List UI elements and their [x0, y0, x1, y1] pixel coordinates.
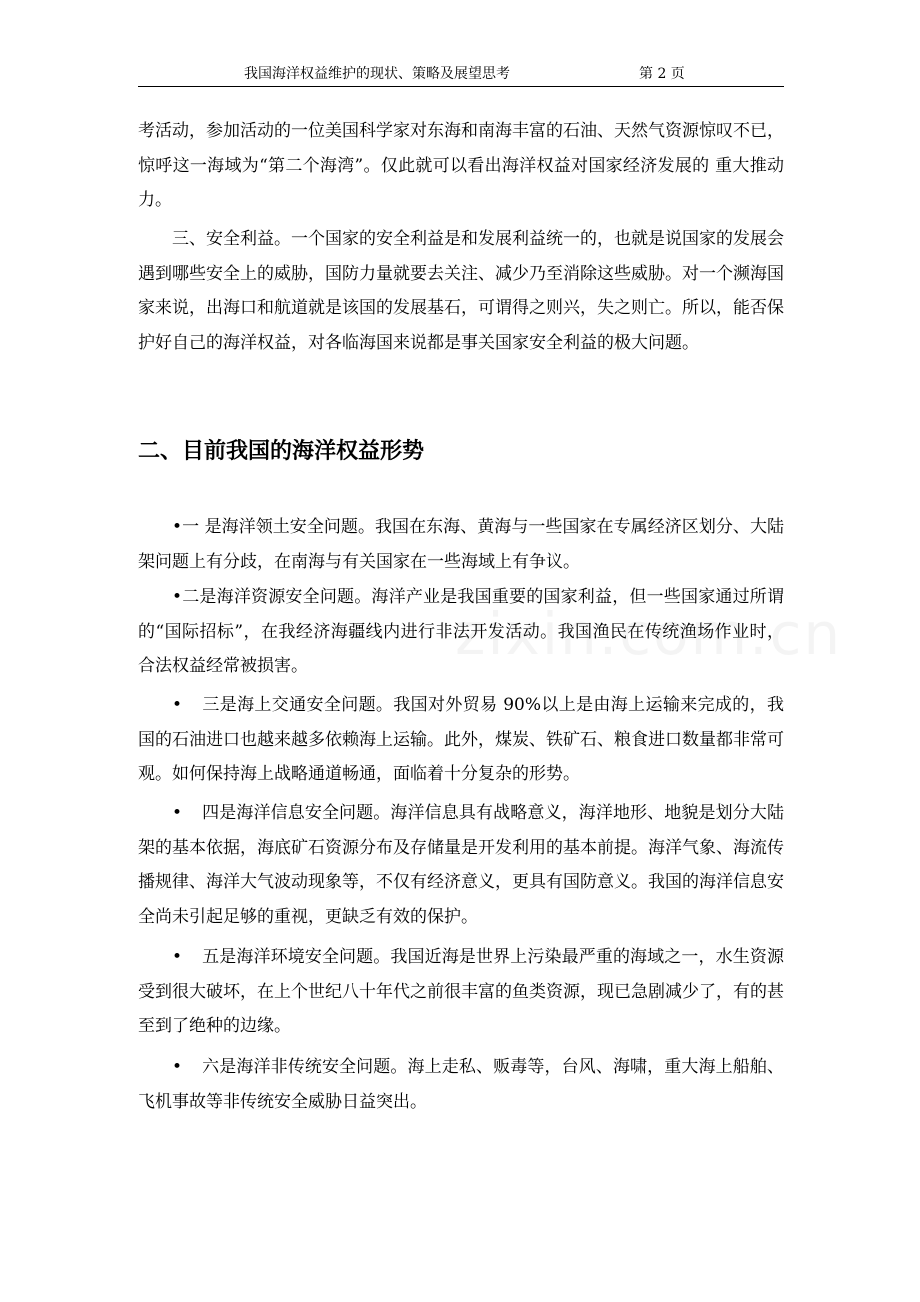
- bullet-icon: •: [172, 587, 183, 607]
- bullet-text: 六是海洋非传统安全问题。海上走私、贩毒等，台风、海啸，重大海上船舶、飞机事故等非传统安全威胁日益突出。: [138, 1057, 784, 1112]
- paragraph-security-interest: 三、安全利益。一个国家的安全利益是和发展利益统一的，也就是说国家的发展会遇到哪些安全上的威胁，国防力量就要去关注、减少乃至消除这些威胁。对一个濒海国家来说，出海口和航道就是该国的发展基石，可谓得之则兴，失之则亡。所以，能否保护好自己的海洋权益，对各临海国来说都是事关国家安全利益的极大问题。: [138, 229, 784, 353]
- bullet-item-environment: [138, 940, 784, 1044]
- bullet-text: 二是海洋资源安全问题。海洋产业是我国重要的国家利益，但一些国家通过所谓的“国际招标”，在我经济海疆线内进行非法开发活动。我国渔民在传统渔场作业时，合法权益经常被损害。: [138, 587, 784, 676]
- page-header: [138, 62, 784, 87]
- bullet-text: 一 是海洋领土安全问题。我国在东海、黄海与一些国家在专属经济区划分、大陆架问题上有分歧，在南海与有关国家在一些海域上有争议。: [138, 517, 784, 572]
- paragraph-continuation: 考活动，参加活动的一位美国科学家对东海和南海丰富的石油、天然气资源惊叹不已，惊呼这一海域为“第二个海湾”。仅此就可以看出海洋权益对国家经济发展的 重大推动力。: [138, 121, 784, 210]
- section-heading: 二、目前我国的海洋权益形势: [138, 439, 425, 464]
- bullet-item-territory: [138, 510, 784, 579]
- bullet-icon: •: [172, 517, 183, 537]
- bullet-item-nontraditional: [138, 1050, 784, 1119]
- bullet-icon: •: [172, 803, 183, 823]
- bullet-item-resources: [138, 580, 784, 684]
- header-title: 我国海洋权益维护的现状、策略及展望思考: [244, 66, 510, 82]
- bullet-text: 四是海洋信息安全问题。海洋信息具有战略意义，海洋地形、地貌是划分大陆架的基本依据，海底矿石资源分布及存储量是开发利用的基本前提。海洋气象、海流传播规律、海洋大气波动现象等，不仅有经济意义，更具有国防意义。我国的海洋信息安全尚未引起足够的重视，更缺乏有效的保护。: [138, 803, 784, 927]
- bullet-item-transport: [138, 688, 784, 792]
- bullet-icon: •: [172, 947, 183, 967]
- header-page-number: 第 2 页: [639, 66, 685, 82]
- bullet-item-information: [138, 796, 784, 934]
- bullet-icon: •: [172, 1057, 183, 1077]
- bullet-text: 三是海上交通安全问题。我国对外贸易 90%以上是由海上运输来完成的，我国的石油进口也越来越多依赖海上运输。此外，煤炭、铁矿石、粮食进口数量都非常可观。如何保持海上战略通道畅通，面临着十分复杂的形势。: [138, 695, 784, 784]
- bullet-text: 五是海洋环境安全问题。我国近海是世界上污染最严重的海域之一，水生资源受到很大破坏，在上个世纪八十年代之前很丰富的鱼类资源，现已急剧减少了，有的甚至到了绝种的边缘。: [138, 947, 784, 1036]
- bullet-icon: •: [172, 695, 183, 715]
